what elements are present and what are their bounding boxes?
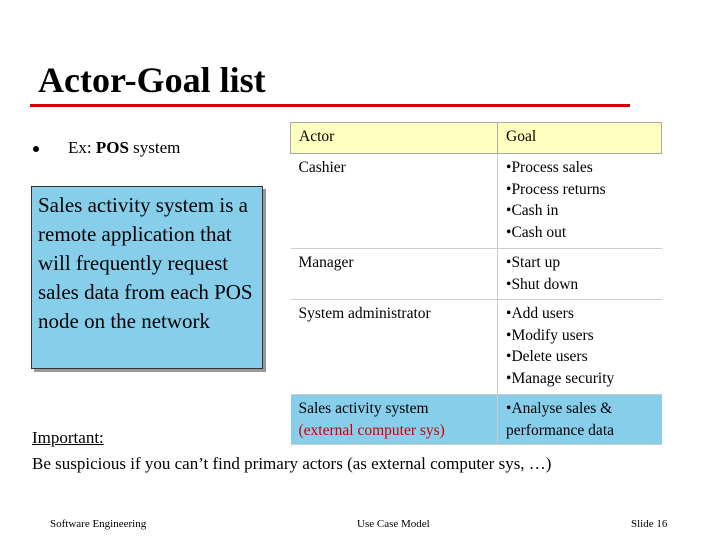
actor-cell: System administrator bbox=[291, 300, 498, 395]
goal-list bbox=[506, 398, 654, 441]
actor-cell: Manager bbox=[291, 249, 498, 300]
header-goal: Goal bbox=[498, 123, 662, 154]
example-emphasis: POS bbox=[95, 138, 129, 157]
actor-note: (external computer sys) bbox=[298, 421, 445, 439]
bullet-icon bbox=[33, 146, 39, 152]
actor-cell bbox=[291, 395, 498, 445]
example-text bbox=[68, 137, 180, 159]
goal-item: • Start up bbox=[506, 252, 654, 274]
table-header-row bbox=[291, 123, 662, 154]
header-actor: Actor bbox=[291, 123, 498, 154]
goal-item: • Analyse sales & performance data bbox=[506, 398, 654, 441]
goal-cell bbox=[498, 249, 662, 300]
goal-list bbox=[506, 252, 654, 295]
table-row bbox=[291, 154, 662, 249]
footer-course: Software Engineering bbox=[50, 518, 147, 530]
slide-title: Actor-Goal list bbox=[38, 60, 266, 100]
callout-text: Sales activity system is a remote application that will frequently request sales data from each POS node on the network bbox=[38, 193, 253, 333]
goal-item: • Modify users bbox=[506, 325, 654, 347]
goal-list bbox=[506, 303, 654, 389]
goal-cell bbox=[498, 300, 662, 395]
goal-item: • Cash out bbox=[506, 222, 654, 244]
footer-topic: Use Case Model bbox=[357, 518, 430, 530]
example-suffix: system bbox=[128, 138, 181, 157]
table-row bbox=[291, 395, 662, 445]
goal-cell bbox=[498, 154, 662, 249]
important-label: Important: bbox=[32, 428, 104, 447]
actor-name: Sales activity system bbox=[298, 400, 429, 417]
goal-item: • Delete users bbox=[506, 346, 654, 368]
goal-item: • Process sales bbox=[506, 157, 654, 179]
slide-number: Slide 16 bbox=[631, 518, 668, 530]
actor-cell: Cashier bbox=[291, 154, 498, 249]
table-row bbox=[291, 300, 662, 395]
goal-item: • Add users bbox=[506, 303, 654, 325]
goal-item: • Process returns bbox=[506, 179, 654, 201]
goal-cell bbox=[498, 395, 662, 445]
important-text: Be suspicious if you can’t find primary actors (as external computer sys, …) bbox=[32, 454, 552, 473]
goal-item: • Cash in bbox=[506, 200, 654, 222]
goal-list bbox=[506, 157, 654, 243]
actor-goal-table bbox=[290, 122, 662, 445]
table-row bbox=[291, 249, 662, 300]
goal-item: • Shut down bbox=[506, 274, 654, 296]
example-prefix: Ex: bbox=[68, 138, 96, 157]
goal-item: • Manage security bbox=[506, 368, 654, 390]
title-underline bbox=[30, 104, 630, 107]
